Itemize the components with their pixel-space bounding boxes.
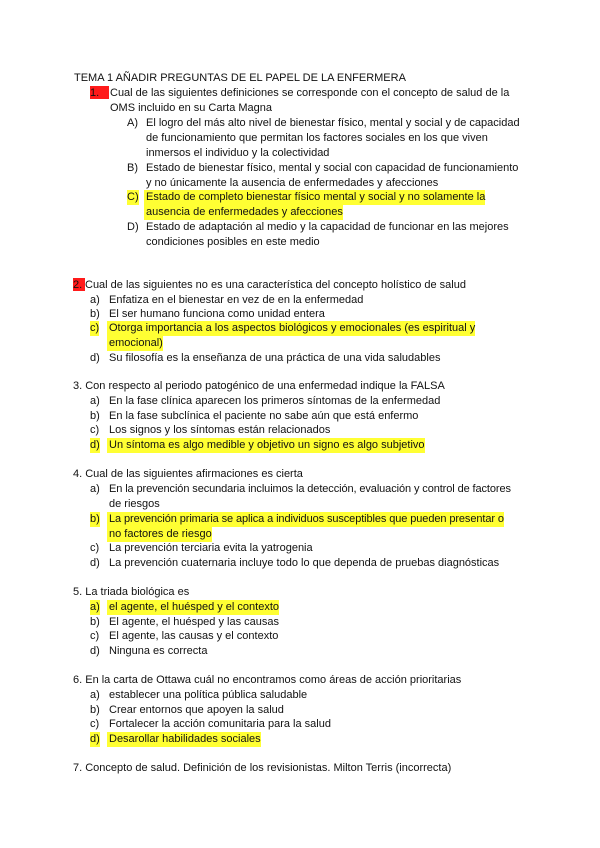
q1-option-b-letter: B): [127, 162, 138, 174]
q3-option-b-letter: b): [90, 410, 100, 422]
question-2-number: 2.: [73, 279, 83, 291]
q2-option-a-line-1: Enfatiza en el bienestar en vez de en la enfermedad: [109, 294, 364, 306]
q5-option-b-letter: b): [90, 616, 100, 628]
q6-option-b-letter: b): [90, 704, 100, 716]
q2-option-b-line-1: El ser humano funciona como unidad entera: [109, 308, 325, 320]
question-1-number-marker: [90, 86, 109, 99]
question-7-stem: 7. Concepto de salud. Definición de los revisionistas. Milton Terris (incorrecta): [73, 762, 452, 774]
q4-option-b-letter: b): [90, 513, 100, 525]
q6-option-d-line-1: Desarollar habilidades sociales: [109, 733, 261, 745]
question-2-stem: Cual de las siguientes no es una característica del concepto holístico de salud: [85, 279, 466, 291]
q6-option-a-line-1: establecer una política pública saludable: [109, 689, 308, 701]
q5-option-b-line-1: El agente, el huésped y las causas: [109, 616, 280, 628]
q1-option-a-line-1: El logro del más alto nivel de bienestar físico, mental y social y de capacidad: [146, 117, 520, 129]
q5-option-a-line-1: el agente, el huésped y el contexto: [109, 601, 280, 613]
q4-option-d-line-1: La prevención cuaternaria incluye todo lo que dependa de pruebas diagnósticas: [109, 557, 500, 569]
q3-option-a-letter: a): [90, 395, 100, 407]
question-1-number: 1.: [90, 87, 100, 99]
q6-option-b-line-1: Crear entornos que apoyen la salud: [109, 704, 284, 716]
q1-option-b-line-1: Estado de bienestar físico, mental y social con capacidad de funcionamiento: [146, 162, 519, 174]
q6-option-a-letter: a): [90, 689, 100, 701]
q5-option-a-letter: a): [90, 601, 100, 613]
q4-option-a-line-1: En la prevención secundaria incluimos la detección, evaluación y control de factores: [109, 483, 511, 495]
q3-option-b-line-1: En la fase subclínica el paciente no sabe aún que está enfermo: [109, 410, 419, 422]
question-6-stem: 6. En la carta de Ottawa cuál no encontramos como áreas de acción prioritarias: [73, 674, 462, 686]
q5-option-c-line-1: El agente, las causas y el contexto: [109, 630, 279, 642]
q1-option-c-line-1: Estado de completo bienestar físico mental y social y no solamente la: [146, 191, 486, 203]
q2-option-c-letter: c): [90, 322, 100, 334]
q2-option-c-line-1: Otorga importancia a los aspectos biológicos y emocionales (es espiritual y: [109, 322, 476, 334]
q2-option-b-letter: b): [90, 308, 100, 320]
q1-option-c-line-2: ausencia de enfermedades y afecciones: [146, 206, 343, 218]
question-1-stem-line-1: Cual de las siguientes definiciones se corresponde con el concepto de salud de la: [110, 87, 510, 99]
q6-option-c-line-1: Fortalecer la acción comunitaria para la salud: [109, 718, 331, 730]
q2-option-d-line-1: Su filosofía es la enseñanza de una práctica de una vida saludables: [109, 352, 441, 364]
question-2-number-marker: [73, 278, 85, 291]
q4-option-c-line-1: La prevención terciaria evita la yatrogenia: [109, 542, 313, 554]
q1-option-a-letter: A): [127, 117, 138, 129]
q5-option-d-letter: d): [90, 645, 100, 657]
q1-option-d-line-1: Estado de adaptación al medio y la capacidad de funcionar en las mejores: [146, 221, 509, 233]
q3-option-d-letter: d): [90, 439, 100, 451]
q2-option-c-line-2: emocional): [109, 337, 163, 349]
q1-option-d-line-2: condiciones posibles en este medio: [146, 236, 320, 248]
q2-option-a-letter: a): [90, 294, 100, 306]
page-title: TEMA 1 AÑADIR PREGUNTAS DE EL PAPEL DE LA ENFERMERA: [74, 72, 406, 84]
question-1-stem-line-2: OMS incluido en su Carta Magna: [110, 102, 273, 114]
q3-option-a-line-1: En la fase clínica aparecen los primeros síntomas de la enfermedad: [109, 395, 441, 407]
q2-option-d-letter: d): [90, 352, 100, 364]
q5-option-d-line-1: Ninguna es correcta: [109, 645, 208, 657]
q1-option-d-letter: D): [127, 221, 139, 233]
q4-option-a-line-2: de riesgos: [109, 498, 160, 510]
q3-option-c-line-1: Los signos y los síntomas están relacionados: [109, 424, 331, 436]
question-5-stem: 5. La triada biológica es: [73, 586, 190, 598]
q4-option-d-letter: d): [90, 557, 100, 569]
q1-option-a-line-3: inmersos el individuo y la colectividad: [146, 147, 330, 159]
q4-option-b-line-2: no factores de riesgo: [109, 528, 212, 540]
q3-option-c-letter: c): [90, 424, 100, 436]
question-4-stem: 4. Cual de las siguientes afirmaciones es cierta: [73, 468, 303, 480]
q6-option-d-letter: d): [90, 733, 100, 745]
q1-option-c-letter: C): [127, 191, 139, 203]
q6-option-c-letter: c): [90, 718, 100, 730]
q4-option-c-letter: c): [90, 542, 100, 554]
q1-option-b-line-2: y no únicamente la ausencia de enfermedades y afecciones: [146, 177, 439, 189]
q4-option-b-line-1: La prevención primaria se aplica a individuos susceptibles que pueden presentar o: [109, 513, 504, 525]
question-3-stem: 3. Con respecto al periodo patogénico de una enfermedad indique la FALSA: [73, 380, 445, 392]
q3-option-d-line-1: Un síntoma es algo medible y objetivo un signo es algo subjetivo: [109, 439, 425, 451]
q4-option-a-letter: a): [90, 483, 100, 495]
q5-option-c-letter: c): [90, 630, 100, 642]
q1-option-a-line-2: de funcionamiento que permitan los factores sociales en los que viven: [146, 132, 488, 144]
